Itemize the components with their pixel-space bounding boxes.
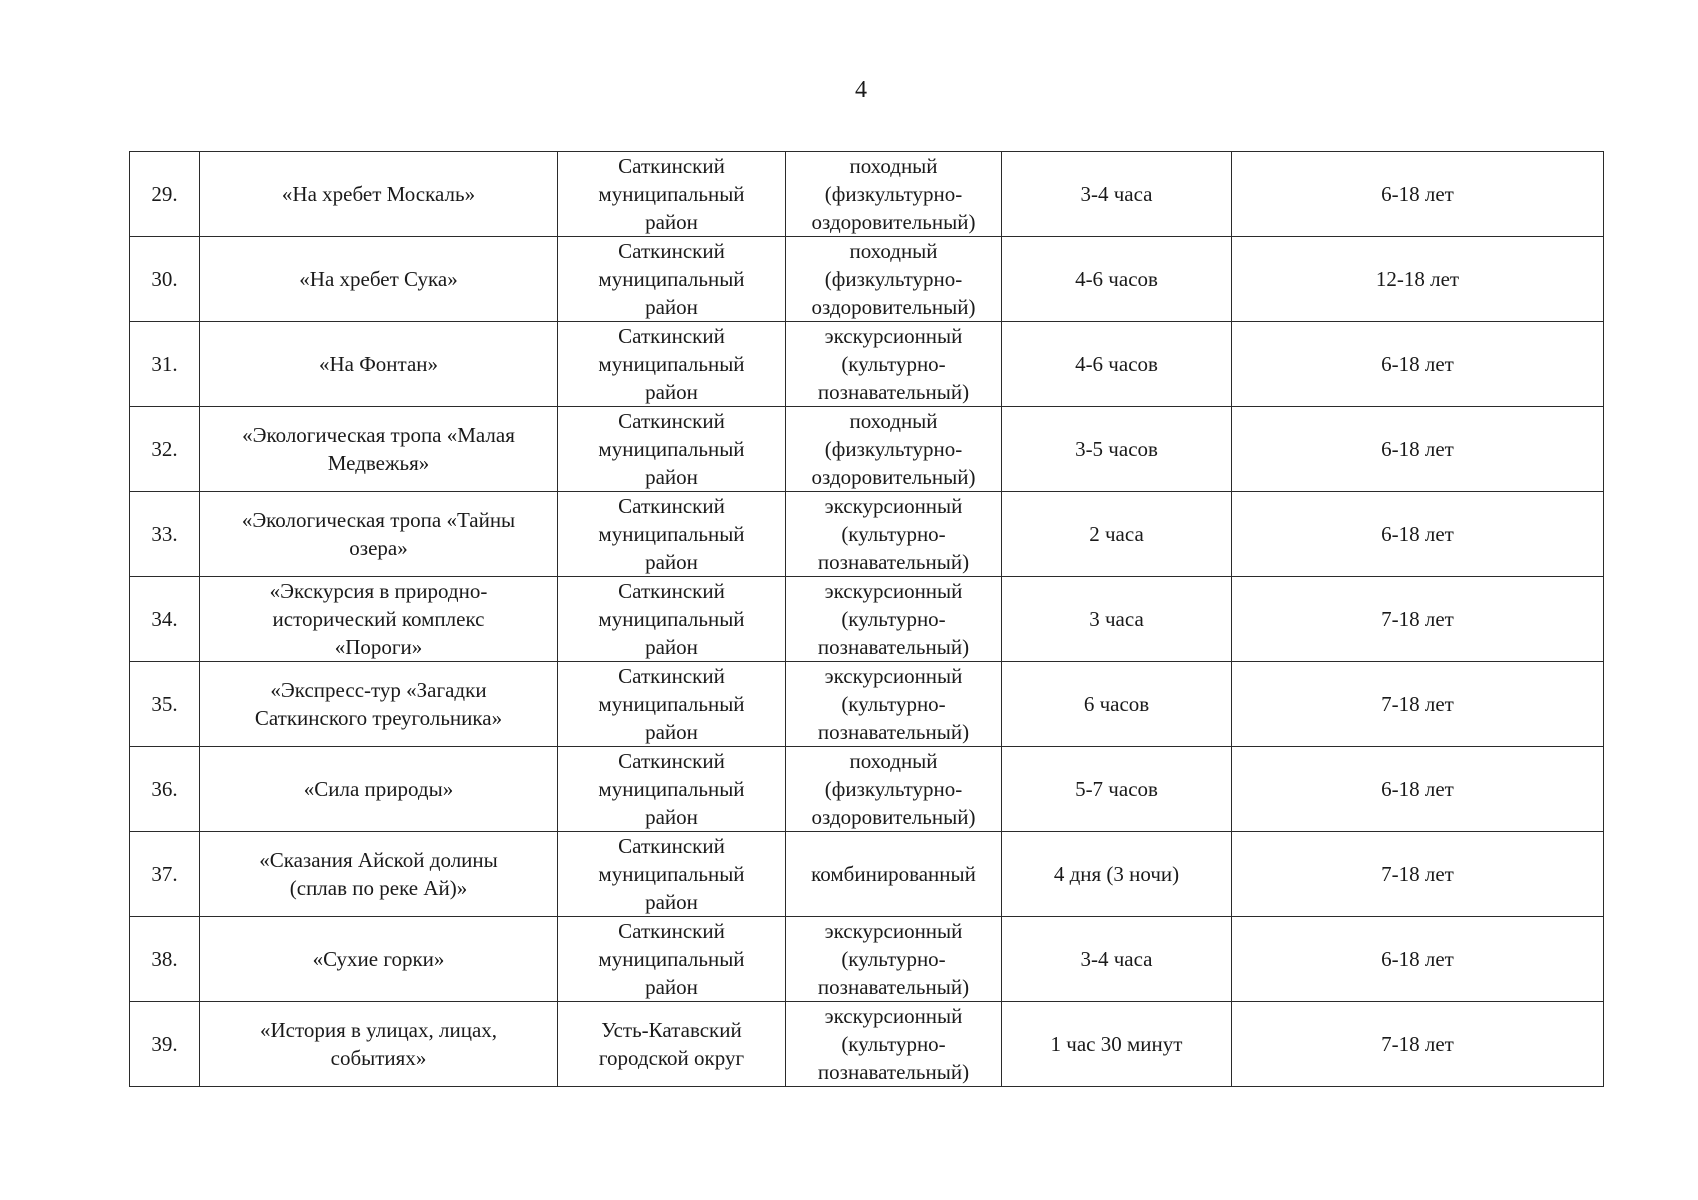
route-type: экскурсионный (культурно- познавательный) (786, 492, 1002, 577)
age-range: 6-18 лет (1232, 917, 1604, 1002)
duration: 3-5 часов (1002, 407, 1232, 492)
table-row (130, 492, 1604, 577)
age-range: 7-18 лет (1232, 832, 1604, 917)
table-row (130, 747, 1604, 832)
district: Саткинский муниципальный район (558, 747, 786, 832)
row-number: 34. (130, 577, 200, 662)
route-name: «Экологическая тропа «Малая Медвежья» (200, 407, 558, 492)
district: Саткинский муниципальный район (558, 237, 786, 322)
district: Саткинский муниципальный район (558, 917, 786, 1002)
district: Саткинский муниципальный район (558, 577, 786, 662)
route-name: «Сказания Айской долины (сплав по реке Ай)» (200, 832, 558, 917)
route-name: «Экскурсия в природно- исторический комплекс «Пороги» (200, 577, 558, 662)
row-number: 31. (130, 322, 200, 407)
routes-table (129, 151, 1604, 1087)
age-range: 6-18 лет (1232, 492, 1604, 577)
table-row (130, 322, 1604, 407)
district: Саткинский муниципальный район (558, 492, 786, 577)
route-type: походный (физкультурно- оздоровительный) (786, 747, 1002, 832)
duration: 5-7 часов (1002, 747, 1232, 832)
table-row (130, 237, 1604, 322)
row-number: 35. (130, 662, 200, 747)
district: Усть-Катавский городской округ (558, 1002, 786, 1087)
duration: 1 час 30 минут (1002, 1002, 1232, 1087)
row-number: 38. (130, 917, 200, 1002)
route-name: «Экологическая тропа «Тайны озера» (200, 492, 558, 577)
route-type: походный (физкультурно- оздоровительный) (786, 237, 1002, 322)
route-type: походный (физкультурно- оздоровительный) (786, 407, 1002, 492)
row-number: 36. (130, 747, 200, 832)
duration: 4 дня (3 ночи) (1002, 832, 1232, 917)
row-number: 32. (130, 407, 200, 492)
route-type: экскурсионный (культурно- познавательный) (786, 917, 1002, 1002)
route-type: походный (физкультурно- оздоровительный) (786, 152, 1002, 237)
route-name: «На Фонтан» (200, 322, 558, 407)
age-range: 6-18 лет (1232, 322, 1604, 407)
district: Саткинский муниципальный район (558, 322, 786, 407)
row-number: 39. (130, 1002, 200, 1087)
table-row (130, 577, 1604, 662)
duration: 4-6 часов (1002, 322, 1232, 407)
route-type: экскурсионный (культурно- познавательный) (786, 1002, 1002, 1087)
district: Саткинский муниципальный район (558, 832, 786, 917)
table-row (130, 152, 1604, 237)
row-number: 30. (130, 237, 200, 322)
route-type: экскурсионный (культурно- познавательный) (786, 322, 1002, 407)
age-range: 6-18 лет (1232, 152, 1604, 237)
age-range: 7-18 лет (1232, 1002, 1604, 1087)
row-number: 33. (130, 492, 200, 577)
route-name: «На хребет Москаль» (200, 152, 558, 237)
page-number: 4 (855, 77, 867, 103)
table-row (130, 1002, 1604, 1087)
duration: 3-4 часа (1002, 917, 1232, 1002)
duration: 3 часа (1002, 577, 1232, 662)
route-type: экскурсионный (культурно- познавательный) (786, 577, 1002, 662)
duration: 2 часа (1002, 492, 1232, 577)
row-number: 29. (130, 152, 200, 237)
district: Саткинский муниципальный район (558, 662, 786, 747)
table-row (130, 662, 1604, 747)
duration: 6 часов (1002, 662, 1232, 747)
route-name: «Сухие горки» (200, 917, 558, 1002)
route-name: «Экспресс-тур «Загадки Саткинского треугольника» (200, 662, 558, 747)
district: Саткинский муниципальный район (558, 152, 786, 237)
duration: 4-6 часов (1002, 237, 1232, 322)
table-row (130, 407, 1604, 492)
age-range: 6-18 лет (1232, 747, 1604, 832)
district: Саткинский муниципальный район (558, 407, 786, 492)
route-type: экскурсионный (культурно- познавательный) (786, 662, 1002, 747)
table-row (130, 917, 1604, 1002)
age-range: 7-18 лет (1232, 577, 1604, 662)
route-name: «История в улицах, лицах, событиях» (200, 1002, 558, 1087)
table-row (130, 832, 1604, 917)
route-name: «На хребет Сука» (200, 237, 558, 322)
age-range: 12-18 лет (1232, 237, 1604, 322)
row-number: 37. (130, 832, 200, 917)
age-range: 6-18 лет (1232, 407, 1604, 492)
duration: 3-4 часа (1002, 152, 1232, 237)
age-range: 7-18 лет (1232, 662, 1604, 747)
route-type: комбинированный (786, 832, 1002, 917)
route-name: «Сила природы» (200, 747, 558, 832)
